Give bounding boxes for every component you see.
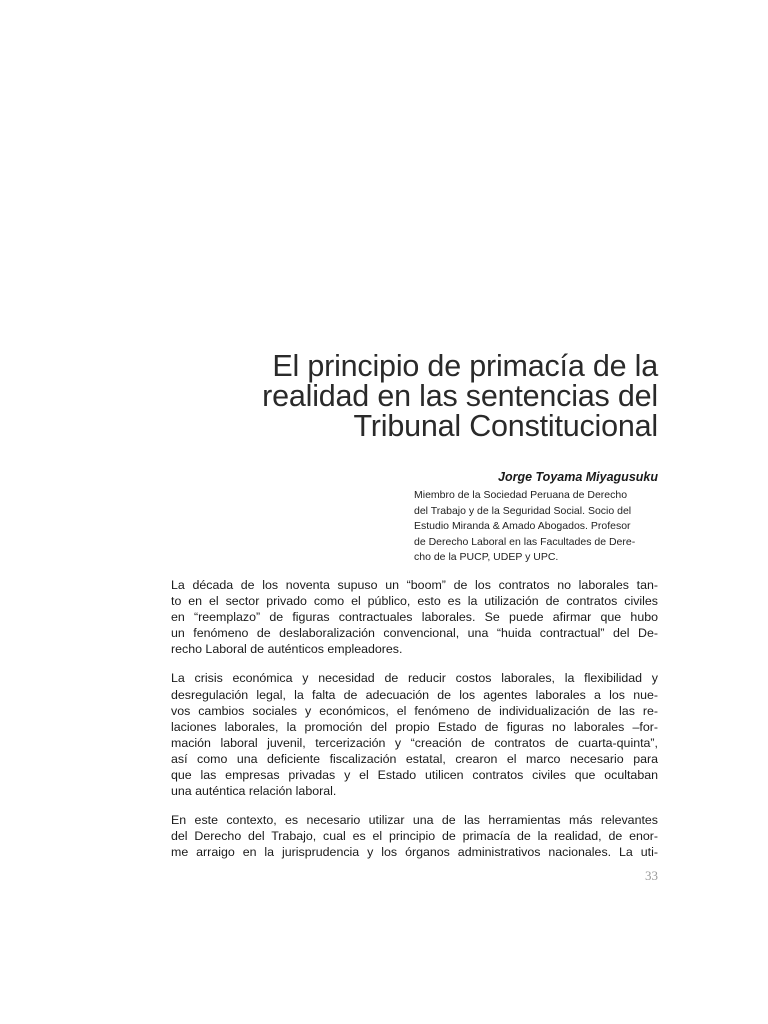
article-body [171,577,658,874]
body-line: vos cambios sociales y económicos, el fenómeno de individualización de las re- [171,703,658,718]
body-line: una auténtica relación laboral. [171,784,337,799]
body-line: La crisis económica y necesidad de reducir costos laborales, la flexibilidad y [171,671,658,686]
author-block [414,469,658,566]
body-line: laciones laborales, la promoción del propio Estado de figuras no laborales –for- [171,719,658,734]
author-bio-line: Estudio Miranda & Amado Abogados. Profesor [414,520,631,532]
body-line: me arraigo en la jurisprudencia y los órganos administrativos nacionales. La uti- [171,845,658,860]
page-number: 33 [645,868,658,883]
author-bio-line: del Trabajo y de la Seguridad Social. Socio del [414,504,632,517]
body-line: En este contexto, es necesario utilizar una de las herramientas más relevantes [171,813,658,828]
author-bio-line: Miembro de la Sociedad Peruana de Derecho [414,489,628,501]
title-line: El principio de primacía de la [272,349,658,383]
body-line: que las empresas privadas y el Estado utilicen contratos civiles que ocultaban [171,768,658,783]
author-name: Jorge Toyama Miyagusuku [498,470,658,484]
body-line: desregulación legal, la falta de adecuación de los agentes laborales a los nue- [171,687,658,702]
paragraph-3 [171,812,658,860]
article-title [150,351,658,441]
body-line: del Derecho del Trabajo, cual es el principio de primacía de la realidad, de enor- [171,829,658,844]
title-line: realidad en las sentencias del [262,379,658,413]
body-line: en “reemplazo” de figuras contractuales laborales. Se puede afirmar que hubo [171,610,658,625]
body-line: así como una deficiente fiscalización estatal, crearon el marco necesario para [171,751,658,766]
body-line: recho Laboral de auténticos empleadores. [171,642,403,657]
body-line: La década de los noventa supuso un “boom” de los contratos no laborales tan- [171,578,658,592]
body-line: to en el sector privado como el público, esto es la utilización de contratos civiles [171,594,658,609]
author-bio-line: de Derecho Laboral en las Facultades de Dere- [414,535,636,548]
paragraph-2 [171,670,658,799]
paragraph-1 [171,577,658,657]
title-line: Tribunal Constitucional [353,409,658,443]
body-line: mación laboral juvenil, tercerización y “creación de contratos de cuarta-quinta”, [171,735,658,750]
author-bio-line: cho de la PUCP, UDEP y UPC. [414,551,559,563]
body-line: un fenómeno de deslaboralización convencional, una “huida contractual” del De- [171,626,658,641]
